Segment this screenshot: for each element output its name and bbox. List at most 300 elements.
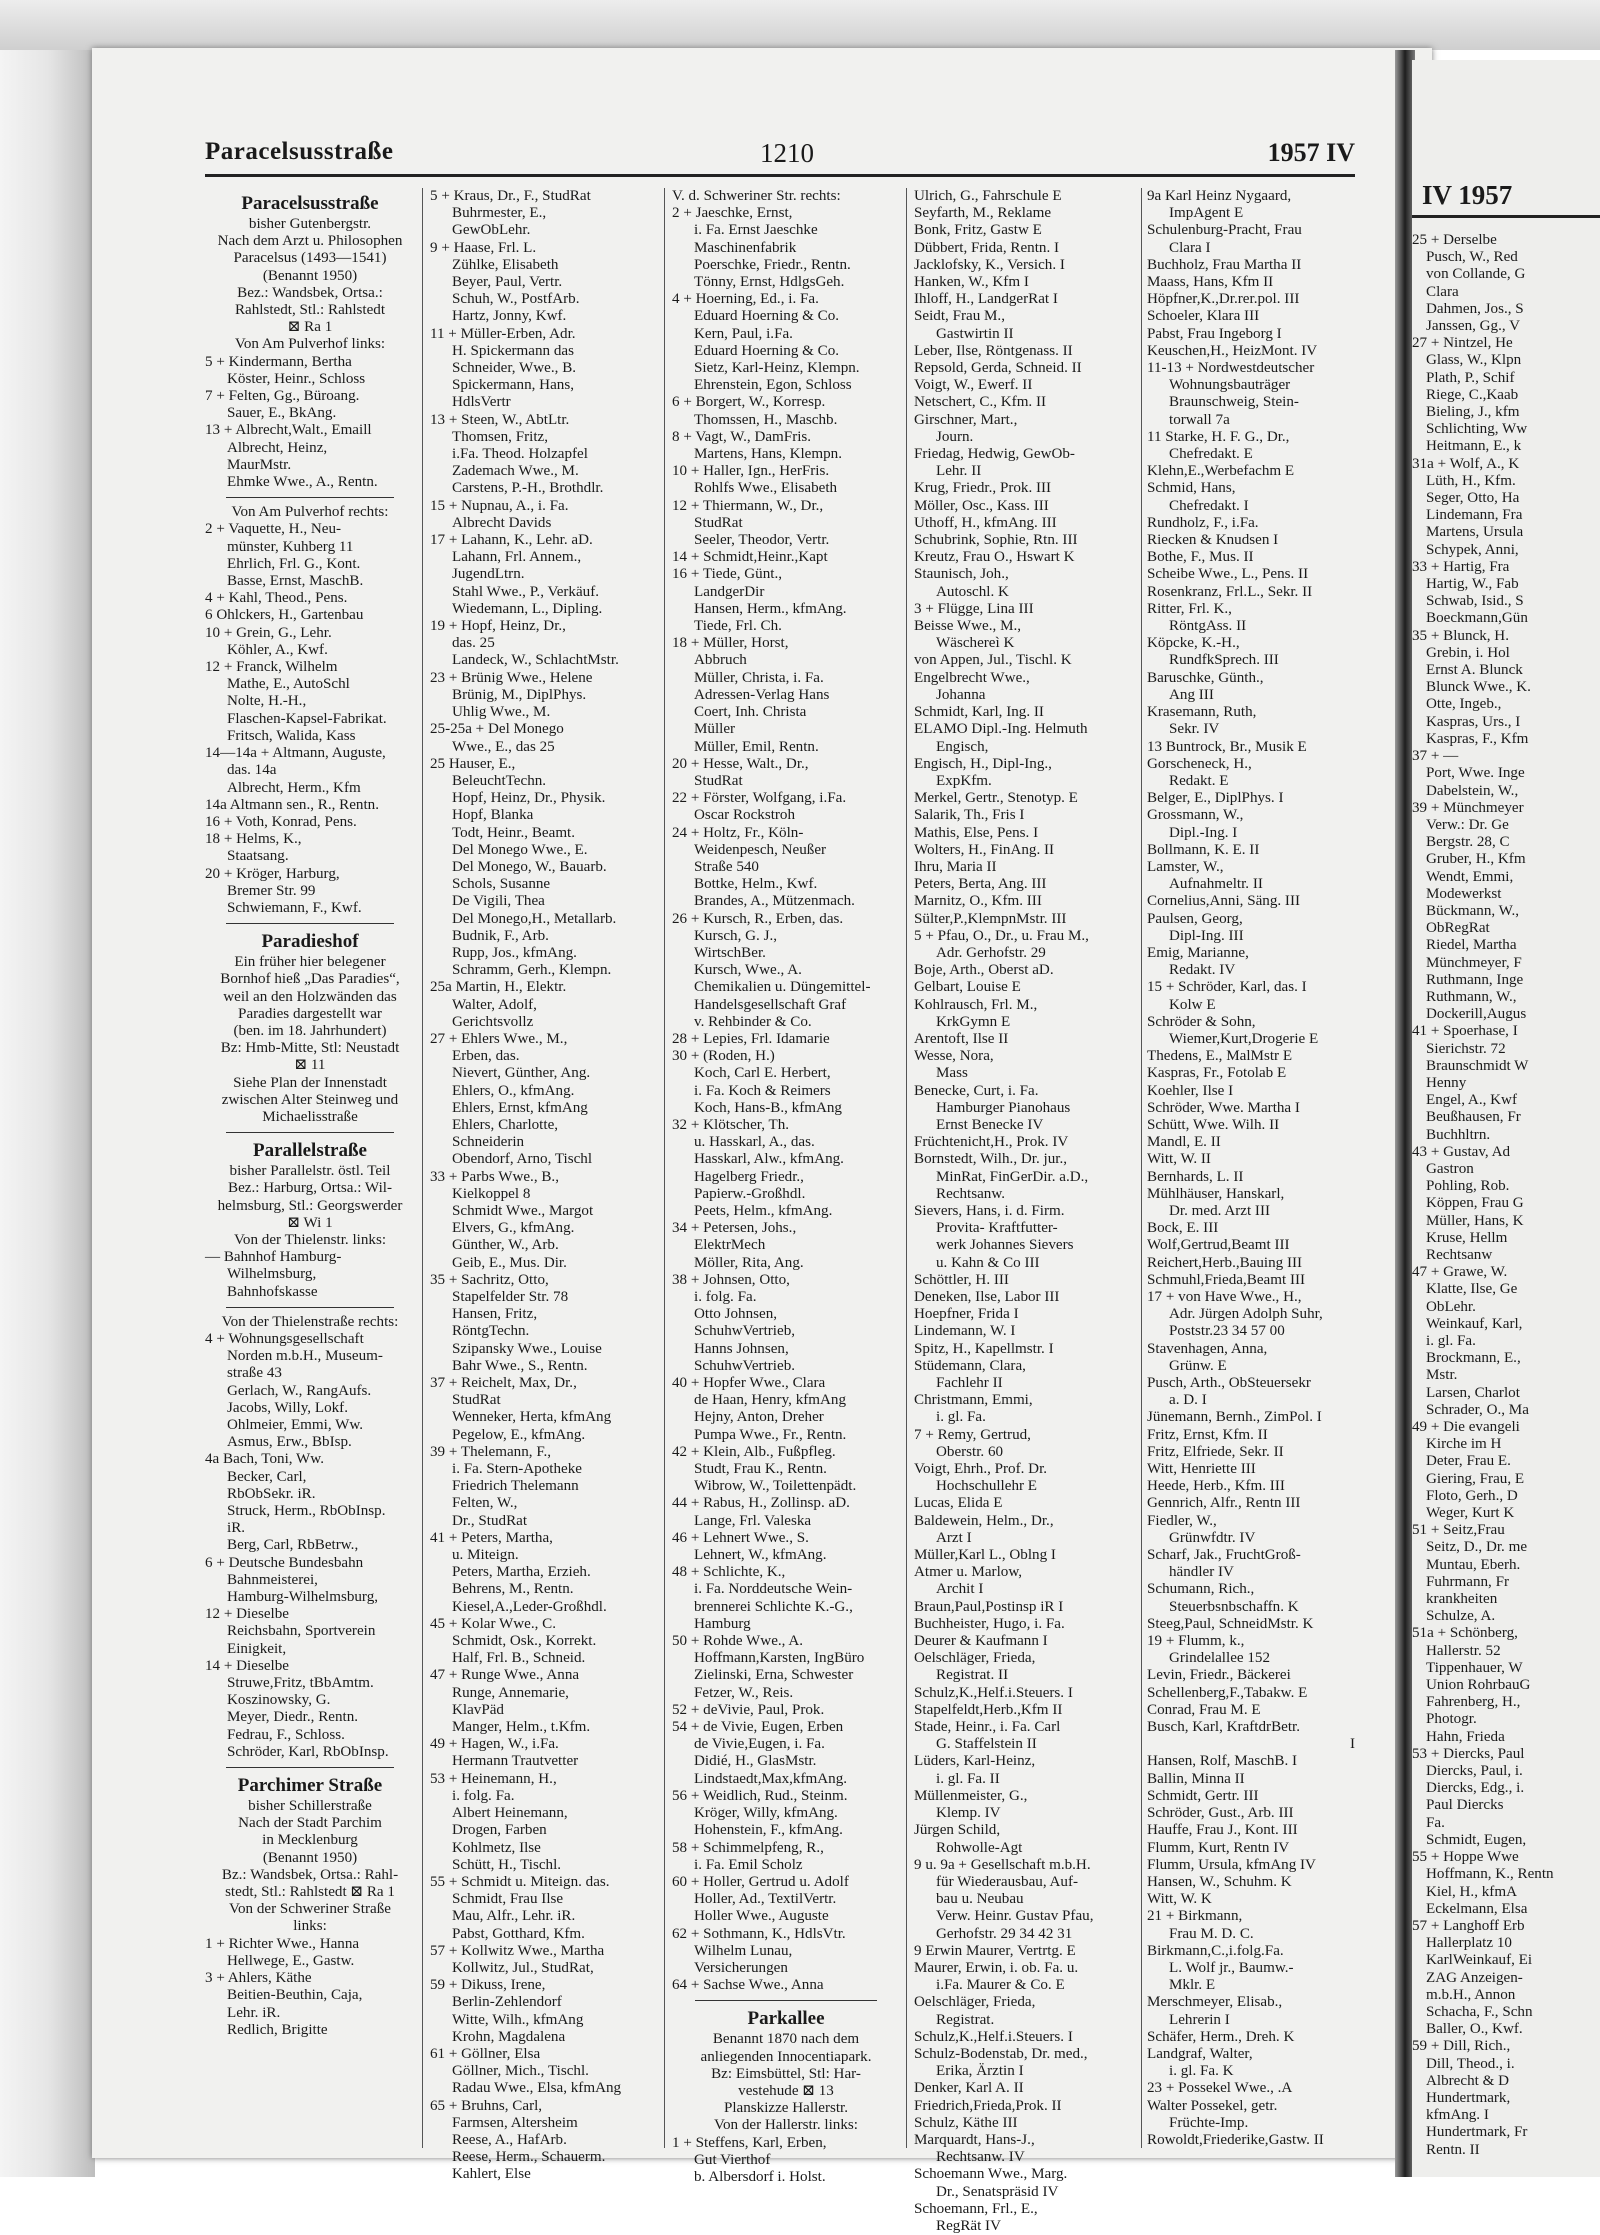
directory-entry: bisher Schillerstraße: [248, 1798, 372, 1815]
directory-entry: Krasemann, Ruth,: [1147, 704, 1257, 721]
directory-entry: 53 + Diercks, Paul: [1412, 1745, 1525, 1762]
directory-entry: Repsold, Gerda, Schneid. II: [914, 360, 1082, 377]
directory-entry: Grünw. E: [1169, 1357, 1227, 1374]
directory-entry: Nolte, H.-H.,: [227, 693, 307, 710]
directory-entry: Rechtsanw: [1426, 1246, 1493, 1263]
directory-entry: Walter, Adolf,: [452, 996, 537, 1013]
directory-entry: Ihru, Maria II: [914, 858, 997, 875]
directory-entry: 23 + Possekel Wwe., .A: [1147, 2080, 1293, 2097]
directory-entry: i. Fa. Emil Scholz: [694, 1856, 803, 1873]
directory-entry: u. Kahn & Co III: [936, 1254, 1040, 1271]
directory-entry: Runge, Annemarie,: [452, 1684, 569, 1701]
column-divider: [664, 188, 665, 2148]
directory-entry: Schlichting, Ww: [1426, 421, 1528, 438]
directory-entry: Benannt 1870 nach dem: [712, 2031, 860, 2048]
directory-entry: Mklr. E: [1169, 1977, 1216, 1994]
directory-entry: Aufnahmeltr. II: [1169, 876, 1263, 893]
directory-entry: Peets, Helm., kfmAng.: [694, 1202, 833, 1219]
directory-entry: Hochschullehr E: [936, 1478, 1038, 1495]
directory-entry: Abbruch: [694, 652, 747, 669]
directory-entry: Thedens, E., MalMstr E: [1147, 1048, 1293, 1065]
directory-entry: Redakt. E: [1169, 772, 1229, 789]
directory-entry: Buhrmester, E.,: [452, 205, 547, 222]
directory-entry: Ballin, Minna II: [1147, 1770, 1245, 1787]
directory-entry: Bremer Str. 99: [227, 882, 316, 899]
directory-entry: vestehude ⊠ 13: [738, 2082, 834, 2099]
directory-entry: BeleuchtTechn.: [452, 772, 547, 789]
directory-entry: MinRat, FinGerDir. a.D.,: [936, 1168, 1089, 1185]
directory-entry: KrkGymn E: [936, 1013, 1011, 1030]
directory-entry: StudRat: [452, 1392, 501, 1409]
directory-entry: RöntgAss. II: [1169, 618, 1247, 635]
directory-entry: Weidenpesch, Neußer: [694, 841, 827, 858]
directory-entry: Janssen, Gg., V: [1426, 318, 1521, 335]
directory-entry: Hoepfner, Frida I: [914, 1306, 1019, 1323]
directory-entry: Sievers, Hans, i. d. Firm.: [914, 1202, 1065, 1219]
directory-entry: 50 + Rohde Wwe., A.: [672, 1633, 804, 1650]
directory-entry: Mau, Alfr., Lehr. iR.: [452, 1908, 576, 1925]
directory-entry: Krug, Friedr., Prok. III: [914, 480, 1052, 497]
directory-entry: Paulsen, Georg,: [1147, 910, 1243, 927]
directory-entry: Brandes, A., Mützenmach.: [694, 893, 855, 910]
directory-entry: für Wiederausbau, Auf-: [936, 1873, 1079, 1890]
directory-entry: Studt, Frau K., Rentn.: [694, 1461, 827, 1478]
directory-entry: Hundertmark, Fr: [1426, 2124, 1528, 2141]
directory-entry: Jacklofsky, K., Versich. I: [914, 256, 1065, 273]
directory-entry: Handelsgesellschaft Graf: [694, 996, 847, 1013]
directory-entry: Kreutz, Frau O., Hswart K: [914, 549, 1075, 566]
directory-entry: Schoeler, Klara III: [1147, 308, 1260, 325]
directory-entry: Kursch, G. J.,: [694, 927, 778, 944]
directory-entry: — Bahnhof Hamburg-: [205, 1249, 342, 1266]
directory-entry: 20 + Hesse, Walt., Dr.,: [672, 755, 809, 772]
directory-entry: Beyer, Paul, Vertr.: [452, 274, 563, 291]
directory-entry: Nievert, Günther, Ang.: [452, 1065, 591, 1082]
directory-entry: Pohling, Rob.: [1426, 1178, 1510, 1195]
directory-entry: Hermann Trautvetter: [452, 1753, 579, 1770]
directory-entry: Scharf, Jak., FruchtGroß-: [1147, 1547, 1301, 1564]
directory-entry: Seidt, Frau M.,: [914, 308, 1005, 325]
directory-entry: 25-25a + Del Monego: [430, 721, 564, 738]
directory-entry: Schrader, O., Ma: [1426, 1401, 1529, 1418]
directory-entry: 2 + Vaquette, H., Neu-: [205, 521, 342, 538]
directory-entry: Hohenstein, F., kfmAng.: [694, 1822, 843, 1839]
directory-entry: Sülter,P.,KlempnMstr. III: [914, 910, 1067, 927]
directory-entry: 14 + Dieselbe: [205, 1657, 289, 1674]
directory-entry: i. Fa. Norddeutsche Wein-: [694, 1581, 853, 1598]
directory-entry: Paracelsus (1493—1541): [233, 250, 387, 267]
directory-entry: Kursch, Wwe., A.: [694, 962, 802, 979]
directory-entry: 45 + Kolar Wwe., C.: [430, 1615, 557, 1632]
directory-entry: 4a Bach, Toni, Ww.: [205, 1451, 324, 1468]
directory-entry: Schäfer, Herm., Dreh. K: [1147, 2028, 1295, 2045]
directory-entry: Wwe., E., das 25: [452, 738, 555, 755]
directory-entry: 33 + Hartig, Fra: [1412, 558, 1510, 575]
directory-entry: Reichert,Herb.,Bauing III: [1147, 1254, 1303, 1271]
directory-entry: 33 + Parbs Wwe., B.,: [430, 1168, 559, 1185]
directory-entry: Scheibe Wwe., L., Pens. II: [1147, 566, 1309, 583]
directory-entry: Sierichstr. 72: [1426, 1040, 1506, 1057]
directory-entry: Deneken, Ilse, Labor III: [914, 1289, 1060, 1305]
directory-entry: Benecke, Curt, i. Fa.: [914, 1082, 1039, 1099]
directory-entry: Belger, E., DiplPhys. I: [1147, 790, 1284, 807]
directory-entry: i. gl. Fa. II: [936, 1770, 1000, 1787]
directory-entry: Rechtsanw. IV: [936, 2149, 1025, 2166]
directory-entry: Mandl, E. II: [1147, 1134, 1221, 1151]
directory-entry: Wohnungsbauträger: [1169, 377, 1291, 394]
directory-entry: Struck, Herm., RbObInsp.: [227, 1503, 386, 1520]
directory-entry: Stapelfeldt,Herb.,Kfm II: [914, 1701, 1063, 1718]
directory-entry: Gastwirtin II: [936, 325, 1014, 342]
directory-entry: Kaspras, Fr., Fotolab E: [1147, 1065, 1287, 1082]
directory-entry: 11 Starke, H. F. G., Dr.,: [1147, 428, 1290, 445]
directory-entry: Eduard Hoerning & Co.: [694, 342, 840, 359]
directory-entry: MaurMstr.: [227, 456, 292, 473]
directory-entry: Ihloff, H., LandgerRat I: [914, 291, 1058, 308]
directory-entry: Witt, Henriette III: [1147, 1461, 1256, 1478]
directory-entry: ImpAgent E: [1169, 205, 1244, 222]
directory-entry: Ehmke Wwe., A., Rentn.: [227, 474, 378, 491]
directory-entry: 41 + Peters, Martha,: [430, 1529, 553, 1546]
directory-entry: 6 Ohlckers, H., Gartenbau: [205, 607, 364, 624]
directory-entry: Schulenburg-Pracht, Frau: [1147, 222, 1302, 239]
running-head-street: Paracelsusstraße: [205, 138, 394, 165]
directory-entry: Bz: Eimsbüttel, Stl: Har-: [711, 2065, 861, 2082]
directory-entry: Einigkeit,: [227, 1640, 287, 1657]
directory-entry: Lahann, Frl. Annem.,: [452, 549, 582, 566]
directory-entry: ElektrMech: [694, 1237, 766, 1254]
directory-entry: Reese, A., HafArb.: [452, 2131, 567, 2148]
street-heading: Parallelstraße: [253, 1140, 367, 1162]
directory-entry: Pumpa Wwe., Fr., Rentn.: [694, 1426, 847, 1443]
directory-entry: Jünemann, Bernh., ZimPol. I: [1147, 1409, 1322, 1426]
directory-entry: Fedrau, F., Schloss.: [227, 1726, 345, 1743]
directory-entry: Dr., StudRat: [452, 1512, 528, 1529]
directory-entry: ELAMO Dipl.-Ing. Helmuth: [914, 721, 1088, 738]
directory-entry: kfmAng. I: [1426, 2107, 1489, 2124]
directory-entry: Ehrenstein, Egon, Schloss: [694, 377, 852, 394]
directory-entry: GewObLehr.: [452, 222, 531, 239]
directory-entry: Braun,Paul,Postinsp iR I: [914, 1598, 1064, 1615]
directory-entry: Wendt, Emmi,: [1426, 868, 1514, 885]
directory-entry: Stapelfelder Str. 78: [452, 1289, 569, 1305]
scan-margin: [0, 0, 95, 2177]
directory-entry: KlavPäd: [452, 1701, 504, 1718]
directory-entry: 22 + Förster, Wolfgang, i.Fa.: [672, 790, 847, 807]
directory-entry: 37 + —: [1412, 748, 1459, 765]
directory-entry: Lüth, H., Kfm.: [1426, 472, 1516, 489]
directory-entry: krankheiten: [1426, 1591, 1498, 1608]
directory-entry: Maschinenfabrik: [694, 239, 797, 256]
directory-entry: Hanken, W., Kfm I: [914, 274, 1029, 291]
street-heading: Paradieshof: [261, 931, 359, 953]
directory-entry: WirtschBer.: [694, 944, 766, 961]
directory-entry: Elvers, G., kfmAng.: [452, 1220, 575, 1237]
directory-entry: Stade, Heinr., i. Fa. Carl: [914, 1719, 1061, 1736]
directory-entry: Göllner, Mich., Tischl.: [452, 2063, 589, 2080]
directory-entry: 3 + Ahlers, Käthe: [205, 1970, 312, 1987]
directory-entry: Kohlmetz, Ilse: [452, 1839, 541, 1856]
directory-entry: Hagelberg Friedr.,: [694, 1168, 804, 1185]
directory-entry: Schulz,K.,Helf.i.Steuers. I: [914, 1684, 1073, 1701]
directory-entry: Otto Johnsen,: [694, 1306, 778, 1323]
directory-entry: Bornstedt, Wilh., Dr. jur.,: [914, 1151, 1067, 1168]
directory-entry: Poerschke, Friedr., Rentn.: [694, 256, 851, 273]
directory-entry: Papierw.-Großhdl.: [694, 1185, 806, 1202]
directory-entry: 35 + Sachritz, Otto,: [430, 1271, 549, 1288]
directory-entry: Nach der Stadt Parchim: [238, 1815, 382, 1832]
directory-entry: Peters, Martha, Erzieh.: [452, 1564, 591, 1581]
directory-entry: Lindstaedt,Max,kfmAng.: [694, 1770, 848, 1787]
directory-entry: Paradies dargestellt war: [238, 1005, 382, 1022]
directory-entry: Ulrich, G., Fahrschule E: [914, 188, 1062, 204]
running-head: [205, 138, 1355, 178]
directory-entry: (Benannt 1950): [262, 267, 358, 284]
directory-entry: händler IV: [1169, 1564, 1234, 1581]
directory-entry: ExpKfm.: [936, 772, 992, 789]
directory-entry: Riedel, Martha: [1426, 937, 1517, 954]
directory-entry: Schmidt Wwe., Margot: [452, 1202, 594, 1219]
directory-entry: stedt, Stl.: Rahlstedt ⊠ Ra 1: [225, 1884, 395, 1901]
directory-entry: bau u. Neubau: [936, 1891, 1024, 1908]
directory-entry: Budnik, F., Arb.: [452, 927, 549, 944]
directory-entry: Kern, Paul, i.Fa.: [694, 325, 793, 342]
directory-entry: Wiedemann, L., Dipling.: [452, 600, 603, 617]
directory-entry: de Vivie,Eugen, i. Fa.: [694, 1736, 825, 1753]
directory-entry: Braunschmidt W: [1426, 1057, 1529, 1074]
directory-entry: Zühlke, Elisabeth: [452, 256, 559, 273]
directory-entry: Bottke, Helm., Kwf.: [694, 876, 818, 893]
directory-entry: 39 + Münchmeyer: [1412, 799, 1524, 816]
section-divider: [226, 923, 394, 924]
directory-entry: Berg, Carl, RbBetrw.,: [227, 1537, 359, 1554]
directory-entry: Kruse, Hellm: [1426, 1229, 1508, 1246]
directory-entry: Glass, W., Klpn: [1426, 352, 1522, 369]
directory-entry: Fetzer, W., Reis.: [694, 1684, 794, 1701]
directory-entry: Diercks, Edg., i.: [1426, 1780, 1525, 1797]
directory-entry: Buchheister, Hugo, i. Fa.: [914, 1615, 1065, 1632]
directory-entry: De Vigili, Thea: [452, 893, 545, 910]
directory-entry: Staunisch, Joh.,: [914, 566, 1009, 583]
directory-entry: Lehr. II: [936, 463, 982, 480]
directory-entry: Engelbrecht Wwe.,: [914, 669, 1030, 686]
directory-entry: 9a Karl Heinz Nygaard,: [1147, 188, 1292, 204]
directory-entry: Früchte-Imp.: [1169, 2114, 1249, 2131]
directory-entry: Hanns Johnsen,: [694, 1340, 789, 1357]
directory-entry: Registrat. II: [936, 1667, 1009, 1684]
directory-entry: Stahl Wwe., P., Verkäuf.: [452, 583, 600, 600]
facing-page-column: [1412, 232, 1592, 2192]
directory-entry: 9 Erwin Maurer, Vertrtg. E: [914, 1942, 1076, 1959]
column-3: [672, 188, 900, 2185]
directory-entry: Reichsbahn, Sportverein: [227, 1623, 376, 1640]
directory-entry: Eckelmann, Elsa: [1426, 1900, 1528, 1917]
directory-entry: 9 u. 9a + Gesellschaft m.b.H.: [914, 1856, 1091, 1873]
directory-entry: i.Fa. Theod. Holzapfel: [452, 446, 588, 463]
running-head-year: 1957 IV: [1267, 138, 1355, 167]
directory-entry: Koszinowsky, G.: [227, 1692, 331, 1709]
directory-entry: Lucas, Elida E: [914, 1495, 1003, 1512]
directory-entry: 55 + Schmidt u. Miteign. das.: [430, 1873, 610, 1890]
directory-entry: Albrecht Davids: [452, 514, 552, 531]
directory-entry: Marquardt, Hans-J.,: [914, 2131, 1035, 2148]
directory-entry: Ang III: [1169, 686, 1214, 703]
directory-entry: Bergstr. 28, C: [1426, 834, 1510, 851]
directory-entry: Hamburg: [694, 1615, 751, 1632]
directory-entry: Stüdemann, Clara,: [914, 1357, 1026, 1374]
directory-entry: von Collande, G: [1426, 266, 1526, 283]
directory-entry: Atmer u. Marlow,: [914, 1564, 1023, 1581]
directory-entry: Gerichtsvollz: [452, 1013, 534, 1030]
directory-entry: 64 + Sachse Wwe., Anna: [672, 1977, 824, 1994]
directory-entry: Adr. Jürgen Adolph Suhr,: [1169, 1306, 1323, 1323]
directory-entry: Friedrich,Frieda,Prok. II: [914, 2097, 1062, 2114]
column-divider: [1141, 188, 1142, 2148]
directory-entry: Rahlstedt, Stl.: Rahlstedt: [234, 302, 386, 319]
directory-entry: Maass, Hans, Kfm II: [1147, 274, 1274, 291]
directory-entry: Schypek, Anni,: [1426, 541, 1519, 558]
directory-entry: Lamster, W.,: [1147, 858, 1224, 875]
directory-entry: 39 + Thelemann, F.,: [430, 1443, 552, 1460]
directory-entry: Felten, W.,: [452, 1495, 518, 1512]
directory-entry: Verw. Heinr. Gustav Pfau,: [936, 1908, 1094, 1925]
directory-entry: 10 + Grein, G., Lehr.: [205, 624, 332, 641]
directory-entry: 12 + Franck, Wilhelm: [205, 659, 338, 676]
directory-entry: ObLehr.: [1426, 1298, 1476, 1315]
directory-entry: 49 + Die evangeli: [1412, 1419, 1520, 1436]
directory-entry: Witt, W. II: [1147, 1151, 1211, 1168]
directory-entry: Pusch, Arth., ObSteuersekr: [1147, 1375, 1311, 1392]
directory-entry: Stavenhagen, Anna,: [1147, 1340, 1268, 1357]
directory-entry: Möller, Osc., Kass. III: [914, 497, 1049, 514]
directory-entry: Heitmann, E., k: [1426, 438, 1522, 455]
directory-entry: 56 + Weidlich, Rud., Steinm.: [672, 1787, 848, 1804]
directory-entry: Staatsang.: [227, 848, 289, 865]
directory-entry: Clara I: [1169, 239, 1211, 256]
directory-entry: Uthoff, H., kfmAng. III: [914, 514, 1057, 531]
directory-entry: Adressen-Verlag Hans: [694, 686, 830, 703]
directory-entry: Marnitz, O., Kfm. III: [914, 893, 1042, 910]
directory-entry: Möller, Rita, Ang.: [694, 1254, 804, 1271]
directory-entry: Koch, Carl E. Herbert,: [694, 1065, 831, 1082]
directory-entry: H. Spickermann das: [452, 342, 574, 359]
directory-entry: Schoemann Wwe., Marg.: [914, 2166, 1068, 2183]
page-number: 1210: [760, 138, 814, 168]
directory-entry: Sekr. IV: [1169, 721, 1220, 738]
directory-entry: 23 + Brünig Wwe., Helene: [430, 669, 593, 686]
directory-entry: Fachlehr II: [936, 1375, 1003, 1392]
directory-entry: i. Fa. Ernst Jaeschke: [694, 222, 818, 239]
directory-entry: iR.: [227, 1520, 246, 1537]
directory-entry: Voigt, Ehrh., Prof. Dr.: [914, 1461, 1048, 1478]
directory-entry: Schumann, Rich.,: [1147, 1581, 1255, 1598]
directory-entry: Frau M. D. C.: [1169, 1925, 1254, 1942]
directory-entry: Lehr. iR.: [227, 2004, 281, 2021]
directory-entry: Merschmeyer, Elisab.,: [1147, 1994, 1283, 2011]
directory-entry: Hamburg-Wilhelmsburg,: [227, 1589, 379, 1606]
directory-entry: Müller: [694, 721, 736, 738]
directory-entry: Meyer, Diedr., Rentn.: [227, 1709, 359, 1726]
directory-entry: Gruber, H., Kfm: [1426, 851, 1526, 868]
directory-entry: 19 + Hopf, Heinz, Dr.,: [430, 618, 566, 635]
directory-entry: 20 + Kröger, Harburg,: [205, 865, 340, 882]
directory-entry: Boje, Arth., Oberst aD.: [914, 962, 1054, 979]
directory-entry: Obendorf, Arno, Tischl: [452, 1151, 593, 1168]
directory-entry: 55 + Hoppe Wwe: [1412, 1849, 1519, 1866]
directory-entry: Hansen, Fritz,: [452, 1306, 538, 1323]
directory-entry: Kolw E: [1169, 996, 1216, 1013]
directory-entry: Emig, Marianne,: [1147, 944, 1249, 961]
directory-entry: Von der Thielenstr. links:: [233, 1231, 387, 1248]
directory-entry: Holler, Ad., TextilVertr.: [694, 1891, 837, 1908]
directory-entry: Wesse, Nora,: [914, 1048, 994, 1065]
directory-entry: 58 + Schimmelpfeng, R.,: [672, 1839, 824, 1856]
facing-page-rule: [1412, 215, 1600, 218]
directory-entry: Registrat.: [936, 2011, 995, 2028]
directory-entry: Grossmann, W.,: [1147, 807, 1244, 824]
directory-entry: Schulz, Käthe III: [914, 2114, 1018, 2131]
directory-entry: Christmann, Emmi,: [914, 1392, 1033, 1409]
directory-entry: (ben. im 18. Jahrhundert): [233, 1022, 387, 1039]
directory-entry: Schuh, W., PostfArb.: [452, 291, 580, 308]
directory-entry: Modewerkst: [1426, 885, 1502, 902]
directory-entry: Sauer, E., BkAng.: [227, 405, 337, 422]
directory-entry: i. gl. Fa.: [1426, 1333, 1476, 1349]
directory-entry: Müller, Hans, K: [1426, 1212, 1524, 1229]
directory-entry: Oelschläger, Frieda,: [914, 1650, 1036, 1667]
directory-entry: Müller, Christa, i. Fa.: [694, 669, 824, 686]
directory-entry: Ohlmeier, Emmi, Ww.: [227, 1417, 364, 1433]
column-divider: [906, 188, 907, 2148]
directory-entry: 3 + Flügge, Lina III: [914, 600, 1034, 617]
directory-entry: Seitz, D., Dr. me: [1426, 1539, 1528, 1556]
directory-entry: Hoffmann, K., Rentn: [1426, 1866, 1554, 1883]
directory-entry: Walter Possekel, getr.: [1147, 2097, 1278, 2114]
directory-entry: Ruthmann, W.,: [1426, 988, 1517, 1005]
directory-entry: Berlin-Zehlendorf: [452, 1994, 562, 2011]
directory-entry: Schacha, F., Schn: [1426, 2003, 1533, 2020]
directory-entry: Schmuhl,Frieda,Beamt III: [1147, 1271, 1306, 1288]
column-divider: [422, 188, 423, 2148]
directory-entry: Blunck Wwe., K.: [1426, 679, 1531, 696]
directory-entry: Hopf, Heinz, Dr., Physik.: [452, 790, 606, 807]
directory-entry: 12 + Dieselbe: [205, 1606, 289, 1623]
directory-entry: Ein früher hier belegener: [234, 954, 386, 971]
directory-entry: Schröder, Gust., Arb. III: [1147, 1805, 1294, 1822]
directory-entry: Schmidt, Eugen,: [1426, 1831, 1527, 1848]
directory-entry: 61 + Göllner, Elsa: [430, 2045, 541, 2062]
directory-entry: ⊠ 11: [294, 1057, 326, 1074]
directory-entry: Hansen, Herm., kfmAng.: [694, 600, 847, 617]
directory-entry: werk Johannes Sievers: [936, 1237, 1074, 1254]
directory-entry: Bonk, Fritz, Gastw E: [914, 222, 1042, 239]
directory-entry: Gut Vierthof: [694, 2151, 771, 2168]
directory-entry: 48 + Schlichte, K.,: [672, 1564, 786, 1581]
directory-entry: Engel, A., Kwf: [1426, 1092, 1517, 1109]
directory-entry: ⊠ Wi 1: [287, 1214, 333, 1231]
directory-entry: Fritz, Elfriede, Sekr. II: [1147, 1443, 1284, 1460]
directory-entry: Conrad, Frau M. E: [1147, 1701, 1261, 1718]
directory-entry: Plath, P., Schif: [1426, 369, 1515, 386]
directory-entry: 21 + Birkmann,: [1147, 1908, 1243, 1925]
directory-entry: Lehnert, W., kfmAng.: [694, 1547, 827, 1564]
directory-entry: 6 + Borgert, W., Korresp.: [672, 394, 826, 411]
directory-entry: Früchtenicht,H., Prok. IV: [914, 1134, 1069, 1151]
column-1: [205, 188, 415, 2148]
directory-entry: Flumm, Kurt, Rentn IV: [1147, 1839, 1290, 1856]
directory-entry: 27 + Nintzel, He: [1412, 335, 1513, 352]
directory-entry: Koehler, Ilse I: [1147, 1082, 1234, 1099]
